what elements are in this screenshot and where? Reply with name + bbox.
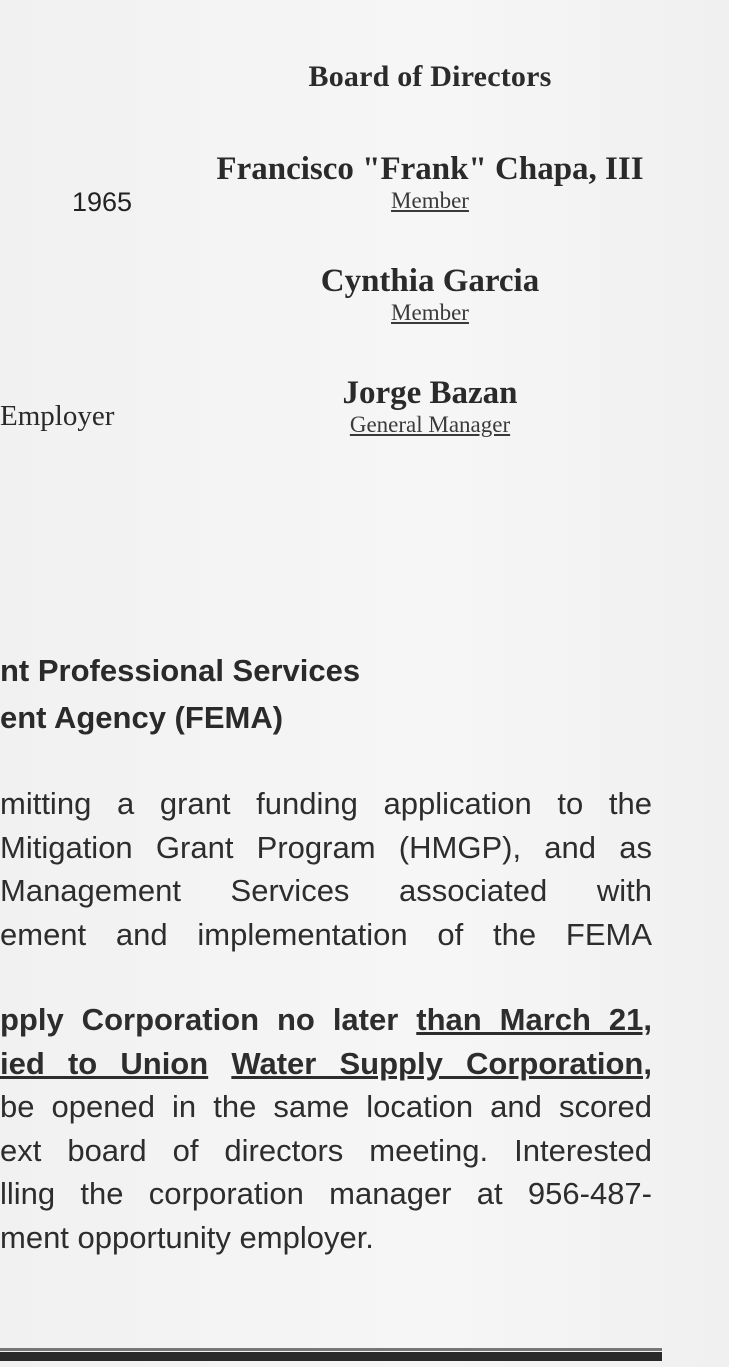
- director-entry: [180, 150, 680, 214]
- corporation-name: Water Supply Corporation,: [231, 1045, 652, 1081]
- heading-line: nt Professional Services: [0, 653, 361, 688]
- paragraph-line: be opened in the same location and scored: [0, 1089, 652, 1124]
- paragraph-line: lling the corporation manager at 956-487-: [0, 1176, 652, 1211]
- director-name: Jorge Bazan: [342, 375, 518, 411]
- director-role: Member: [391, 188, 469, 213]
- notice-heading: [0, 647, 360, 741]
- notice-paragraph-1: [0, 782, 652, 956]
- delivery-text: ied to Union: [0, 1045, 209, 1081]
- paragraph-line: ement and implementation of the FEMA: [0, 916, 652, 952]
- director-entry: [180, 374, 680, 438]
- notice-paragraph-2: [0, 998, 652, 1259]
- board-of-directors-title: Board of Directors: [308, 60, 552, 93]
- paragraph-line: Management Services associated with: [0, 873, 652, 908]
- director-entry: [180, 262, 680, 326]
- footer-rule: [0, 1352, 662, 1361]
- heading-line: ent Agency (FEMA): [0, 700, 284, 735]
- deadline-text: pply Corporation no later: [0, 1002, 417, 1037]
- director-name: Francisco "Frank" Chapa, III: [216, 151, 644, 187]
- paragraph-line: ext board of directors meeting. Interested: [0, 1132, 652, 1168]
- deadline-date: than March 21,: [416, 1002, 652, 1037]
- paragraph-line: mitting a grant funding application to the: [0, 786, 652, 821]
- paragraph-line: [0, 998, 652, 1042]
- footer-rule-thin: [0, 1348, 662, 1351]
- paragraph-line: [0, 1042, 652, 1086]
- employer-label: Employer: [0, 400, 115, 432]
- director-role: Member: [391, 300, 469, 325]
- director-role: General Manager: [349, 412, 511, 437]
- director-name: Cynthia Garcia: [320, 263, 540, 299]
- established-year: 1965: [72, 187, 133, 217]
- paragraph-line: ment opportunity employer.: [0, 1219, 374, 1255]
- paragraph-line: Mitigation Grant Program (HMGP), and as: [0, 829, 652, 865]
